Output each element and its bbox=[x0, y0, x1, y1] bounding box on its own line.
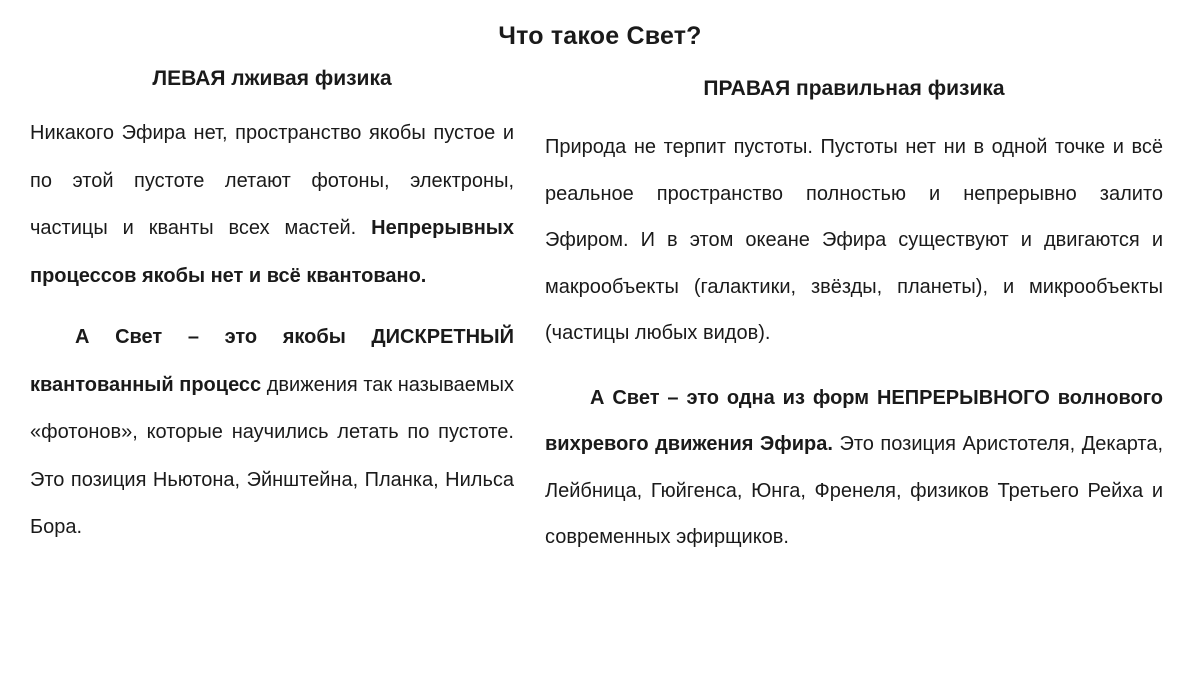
left-paragraph-1-text: Никакого Эфира нет, пространство якобы пустое и по этой пустоте летают фотоны, электроны, частицы и кванты всех мастей. bbox=[30, 122, 514, 239]
right-column-heading: ПРАВАЯ правильная физика bbox=[703, 77, 1005, 100]
left-paragraph-2-text: движения так называемых «фотонов», которые научились летать по пустоте. Это позиция Ньютона, Эйнштейна, Планка, Нильса Бора. bbox=[30, 373, 514, 538]
left-paragraph-2 bbox=[30, 314, 514, 552]
left-paragraph-1 bbox=[30, 110, 514, 300]
right-paragraph-2-bold: А Свет – это одна из форм НЕПРЕРЫВНОГО волнового вихревого движения Эфира. bbox=[545, 386, 1163, 455]
left-column-heading: ЛЕВАЯ лживая физика bbox=[152, 67, 392, 90]
right-paragraph-1-text: Природа не терпит пустоты. Пустоты нет ни в одной точке и всё реальное пространство полностью и непрерывно залито Эфиром. И в этом океане Эфира существуют и двигаются и макрообъекты (галактики, звёзды, планеты), и микрообъекты (частицы любых видов). bbox=[545, 136, 1163, 344]
page-title: Что такое Свет? bbox=[498, 22, 702, 50]
left-paragraph-2-bold: А Свет – это якобы ДИСКРЕТНЫЙ квантованный процесс bbox=[30, 326, 514, 396]
left-column bbox=[30, 64, 514, 552]
right-paragraph-1 bbox=[545, 124, 1163, 357]
left-paragraph-1-bold: Непрерывных процессов якобы нет и всё квантовано. bbox=[30, 217, 514, 287]
right-paragraph-2 bbox=[545, 375, 1163, 561]
right-paragraph-2-text: Это позиция Аристотеля, Декарта, Лейбница, Гюйгенса, Юнга, Френеля, физиков Третьего Рейха и современных эфирщиков. bbox=[545, 433, 1163, 548]
right-column bbox=[545, 74, 1163, 561]
